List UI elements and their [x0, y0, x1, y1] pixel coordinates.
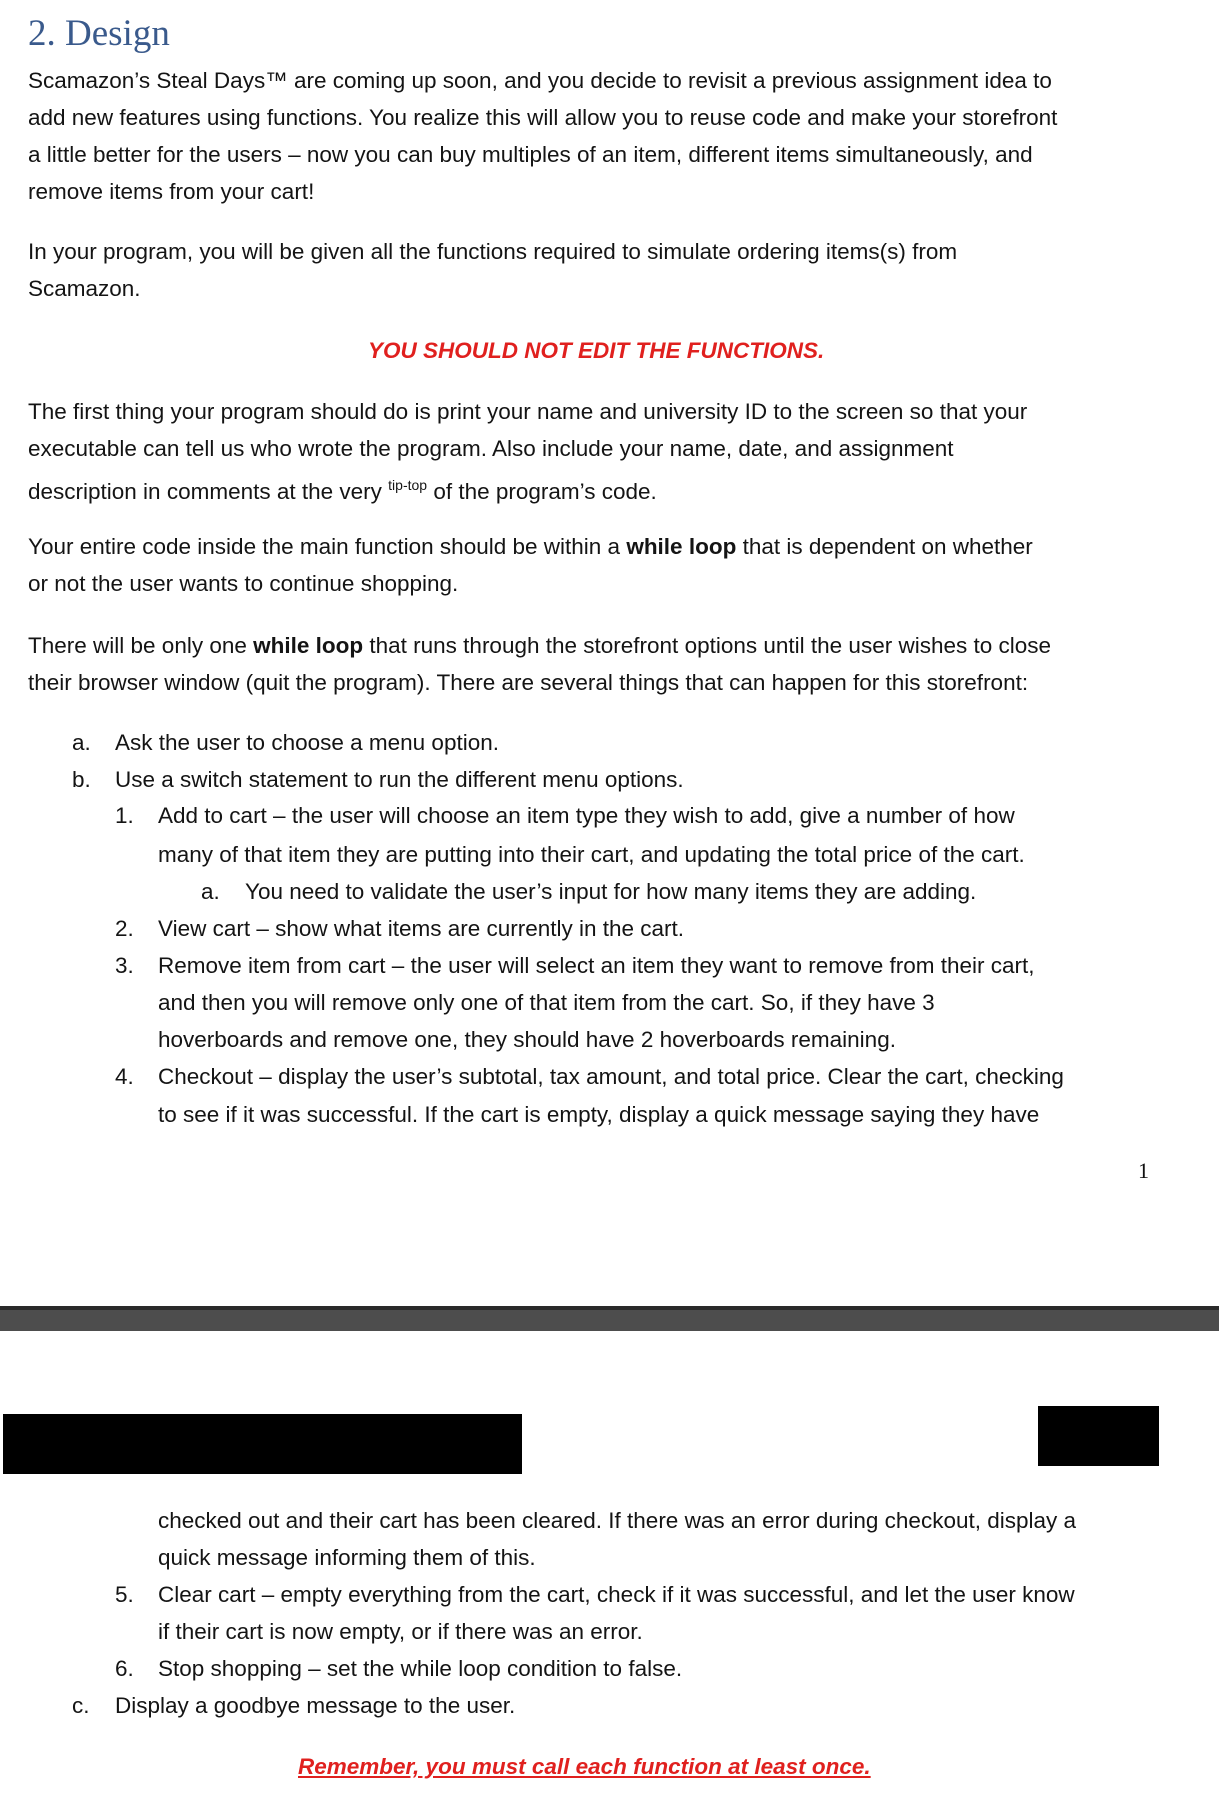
page-divider: [0, 1306, 1219, 1331]
list-item-b: Use a switch statement to run the different menu options.: [115, 767, 684, 792]
intro-line-2: add new features using functions. You realize this will allow you to reuse code and make your storefront: [28, 105, 1058, 130]
while-loop-bold-2: while loop: [253, 633, 364, 658]
list-marker-a: a.: [72, 730, 91, 755]
first-thing-line-2: executable can tell us who wrote the program. Also include your name, date, and assignment: [28, 436, 954, 461]
given-line-1: In your program, you will be given all the functions required to simulate ordering items(s) from: [28, 239, 958, 264]
first-thing-line-1: The first thing your program should do is print your name and university ID to the screen so that your: [28, 399, 1028, 424]
intro-line-1: Scamazon’s Steal Days™ are coming up soon, and you decide to revisit a previous assignment idea to: [28, 68, 1052, 93]
entire-code-line-1: [28, 528, 1033, 565]
list-item-1a: You need to validate the user’s input for how many items they are adding.: [245, 879, 977, 904]
first-thing-text-end: of the program’s code.: [427, 479, 657, 504]
list-marker-b: b.: [72, 767, 91, 792]
given-line-2: Scamazon.: [28, 276, 141, 301]
list-item-4-line-4: quick message informing them of this.: [158, 1545, 536, 1570]
list-item-3-line-2: and then you will remove only one of that item from the cart. So, if they have 3: [158, 990, 935, 1015]
entire-code-line-2: or not the user wants to continue shopping.: [28, 571, 459, 596]
intro-line-4: remove items from your cart!: [28, 179, 315, 204]
one-loop-line-1: [28, 627, 1051, 664]
list-item-4-line-3: checked out and their cart has been cleared. If there was an error during checkout, display a: [158, 1508, 1077, 1533]
first-thing-line-3: [28, 467, 657, 510]
reminder-note: Remember, you must call each function at least once.: [298, 1754, 871, 1779]
first-thing-text: description in comments at the very: [28, 479, 389, 504]
while-loop-bold: while loop: [626, 534, 737, 559]
entire-code-text-end: that is dependent on whether: [736, 534, 1033, 559]
entire-code-text: Your entire code inside the main function should be within a: [28, 534, 627, 559]
list-item-c: Display a goodbye message to the user.: [115, 1693, 516, 1718]
list-item-1-line-1: Add to cart – the user will choose an item type they wish to add, give a number of how: [158, 803, 1015, 828]
one-loop-text-end: that runs through the storefront options until the user wishes to close: [363, 633, 1052, 658]
list-item-a: Ask the user to choose a menu option.: [115, 730, 499, 755]
list-marker-1a: a.: [201, 879, 220, 904]
list-item-5-line-1: Clear cart – empty everything from the cart, check if it was successful, and let the user know: [158, 1582, 1075, 1607]
list-marker-1: 1.: [115, 803, 134, 828]
list-marker-2: 2.: [115, 916, 134, 941]
redacted-header-right: [1038, 1406, 1159, 1466]
list-item-3-line-3: hoverboards and remove one, they should have 2 hoverboards remaining.: [158, 1027, 896, 1052]
list-item-4-line-2: to see if it was successful. If the cart is empty, display a quick message saying they have: [158, 1102, 1040, 1127]
page-title: 2. Design: [28, 13, 170, 54]
tip-top-superscript: tip-top: [388, 477, 428, 493]
list-item-3-line-1: Remove item from cart – the user will select an item they want to remove from their cart,: [158, 953, 1035, 978]
list-marker-4: 4.: [115, 1064, 134, 1089]
list-marker-5: 5.: [115, 1582, 134, 1607]
edit-warning: YOU SHOULD NOT EDIT THE FUNCTIONS.: [368, 338, 825, 363]
one-loop-line-2: their browser window (quit the program). There are several things that can happen for this storefront:: [28, 670, 1029, 695]
list-item-6: Stop shopping – set the while loop condition to false.: [158, 1656, 683, 1681]
list-item-1-line-2: many of that item they are putting into their cart, and updating the total price of the cart.: [158, 842, 1025, 867]
redacted-header-left: [3, 1414, 522, 1474]
list-marker-6: 6.: [115, 1656, 134, 1681]
intro-line-3: a little better for the users – now you can buy multiples of an item, different items simultaneously, and: [28, 142, 1033, 167]
list-marker-c: c.: [72, 1693, 90, 1718]
one-loop-text: There will be only one: [28, 633, 254, 658]
list-item-2: View cart – show what items are currently in the cart.: [158, 916, 685, 941]
list-item-5-line-2: if their cart is now empty, or if there was an error.: [158, 1619, 643, 1644]
page-number: 1: [1138, 1158, 1149, 1183]
list-marker-3: 3.: [115, 953, 134, 978]
list-item-4-line-1: Checkout – display the user’s subtotal, tax amount, and total price. Clear the cart, checking: [158, 1064, 1064, 1089]
